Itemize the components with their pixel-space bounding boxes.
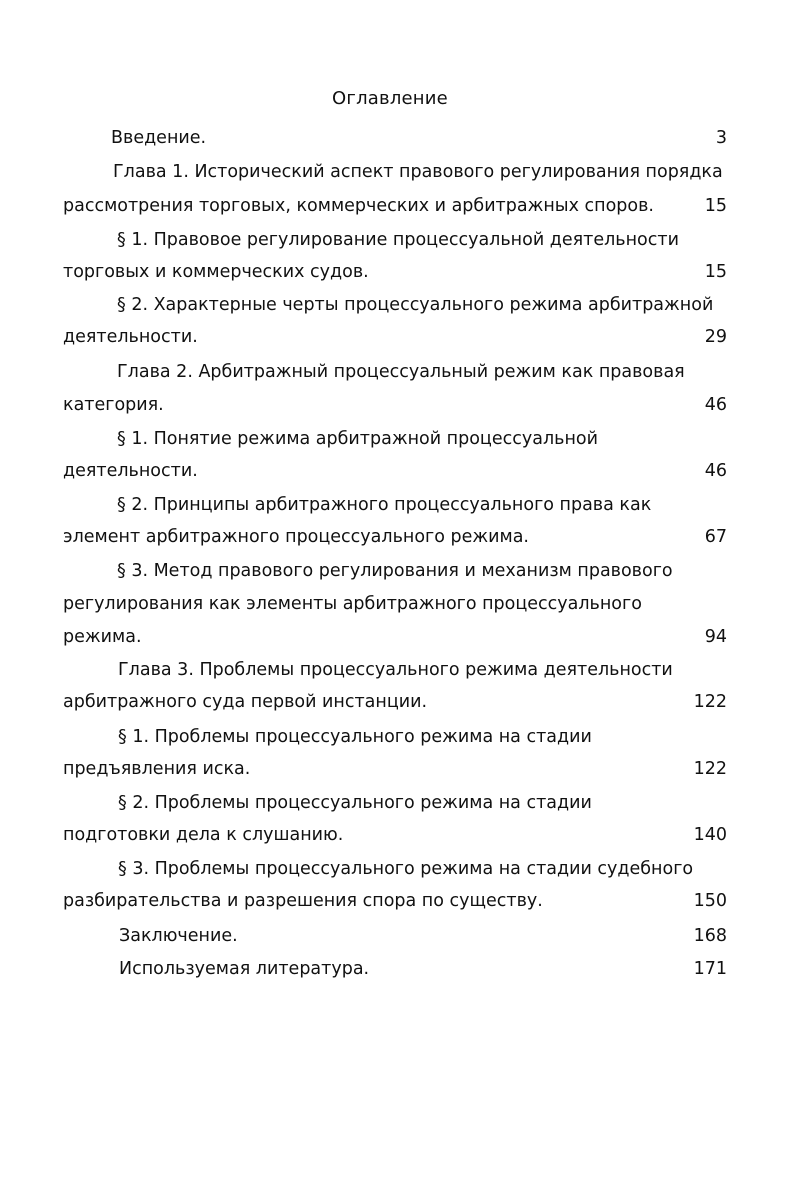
toc-line: [0, 591, 794, 617]
toc-line: [0, 193, 794, 219]
toc-line: [0, 724, 794, 750]
toc-entry-text: § 2. Принципы арбитражного процессуального права как: [117, 495, 652, 515]
toc-entry-text: § 3. Метод правового регулирования и механизм правового: [117, 561, 673, 581]
toc-page-number: 140: [693, 825, 727, 845]
toc-page-number: 171: [693, 959, 727, 979]
toc-page-number: 15: [704, 196, 727, 216]
toc-line: [0, 689, 794, 715]
toc-line: [0, 458, 794, 484]
toc-line: [0, 657, 794, 683]
toc-entry-text: элемент арбитражного процессуального режима.: [63, 527, 529, 547]
toc-line: [0, 756, 794, 782]
toc-entry-text: подготовки дела к слушанию.: [63, 825, 344, 845]
toc-entry-text: § 1. Понятие режима арбитражной процессуальной: [117, 429, 598, 449]
toc-entry-text: Используемая литература.: [119, 959, 370, 979]
toc-line: [0, 227, 794, 253]
toc-line: [0, 392, 794, 418]
toc-entry-text: разбирательства и разрешения спора по существу.: [63, 891, 543, 911]
toc-page-number: 67: [704, 527, 727, 547]
toc-line: [0, 159, 794, 185]
toc-page-number: 122: [693, 759, 727, 779]
toc-line: [0, 923, 794, 949]
toc-page-number: 15: [704, 262, 727, 282]
toc-line: [0, 888, 794, 914]
toc-entry-text: торговых и коммерческих судов.: [63, 262, 369, 282]
toc-line: [0, 524, 794, 550]
toc-line: [0, 624, 794, 650]
toc-page-number: 168: [693, 926, 727, 946]
toc-entry-text: § 2. Проблемы процессуального режима на стадии: [118, 793, 592, 813]
toc-entry-text: Глава 1. Исторический аспект правового регулирования порядка: [113, 162, 723, 182]
toc-entry-text: деятельности.: [63, 461, 198, 481]
toc-entry-text: рассмотрения торговых, коммерческих и арбитражных споров.: [63, 196, 654, 216]
toc-line: [0, 292, 794, 318]
toc-line: [0, 790, 794, 816]
toc-page-number: 46: [704, 395, 727, 415]
toc-page-number: 29: [704, 327, 727, 347]
toc-page-number: 122: [693, 692, 727, 712]
toc-entry-text: § 1. Правовое регулирование процессуальной деятельности: [117, 230, 679, 250]
toc-entry-text: деятельности.: [63, 327, 198, 347]
toc-entry-text: режима.: [63, 627, 142, 647]
toc-entry-text: Глава 2. Арбитражный процессуальный режим как правовая: [117, 362, 685, 382]
toc-entry-text: регулирования как элементы арбитражного процессуального: [63, 594, 642, 614]
toc-page-number: 150: [693, 891, 727, 911]
toc-entry-text: Введение.: [111, 128, 207, 148]
toc-line: [0, 259, 794, 285]
toc-title: Оглавление: [332, 88, 448, 109]
toc-page-number: 94: [704, 627, 727, 647]
toc-line: [0, 822, 794, 848]
toc-page-number: 46: [704, 461, 727, 481]
toc-entry-text: Глава 3. Проблемы процессуального режима деятельности: [118, 660, 673, 680]
toc-line: [0, 324, 794, 350]
toc-line: [0, 426, 794, 452]
toc-entry-text: арбитражного суда первой инстанции.: [63, 692, 428, 712]
toc-entry-text: § 3. Проблемы процессуального режима на стадии судебного: [118, 859, 694, 879]
toc-line: [0, 359, 794, 385]
toc-line: [0, 492, 794, 518]
toc-entry-text: категория.: [63, 395, 164, 415]
toc-entry-text: § 2. Характерные черты процессуального режима арбитражной: [117, 295, 714, 315]
toc-line: [0, 856, 794, 882]
toc-line: [0, 125, 794, 151]
toc-line: [0, 558, 794, 584]
toc-entry-text: предъявления иска.: [63, 759, 251, 779]
toc-entry-text: Заключение.: [119, 926, 238, 946]
toc-entry-text: § 1. Проблемы процессуального режима на стадии: [118, 727, 592, 747]
toc-page-number: 3: [715, 128, 727, 148]
toc-line: [0, 956, 794, 982]
